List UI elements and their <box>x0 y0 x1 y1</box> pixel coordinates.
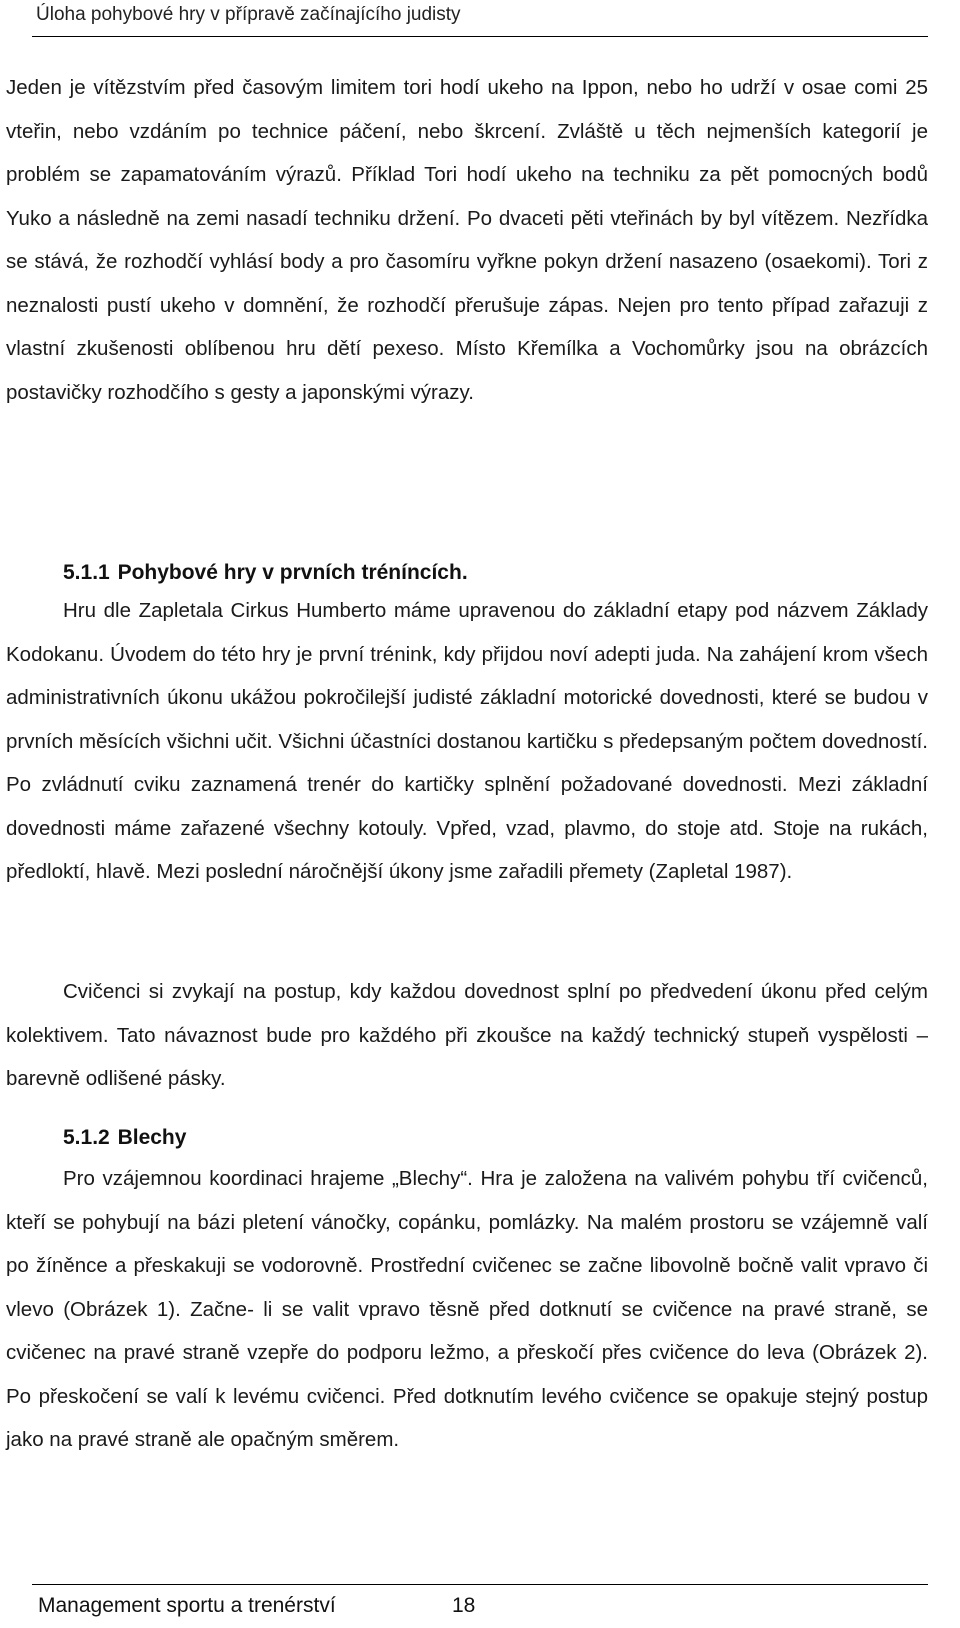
footer-divider <box>32 1584 928 1585</box>
running-header: Úloha pohybové hry v přípravě začínajícího judisty <box>36 4 461 25</box>
paragraph-intro: Jeden je vítězstvím před časovým limitem tori hodí ukeho na Ippon, nebo ho udrží v osae comi 25 vteřin, nebo vzdáním po technice páčení, nebo škrcení. Zvláště u těch nejmenších kategorií je problém se zapamatováním výrazů. Příklad Tori hodí ukeho na techniku za pět pomocných bodů Yuko a následně na zemi nasadí techniku držení. Po dvaceti pěti vteřinách by byl vítězem. Nezřídka se stává, že rozhodčí vyhlásí body a pro časomíru vyřkne pokyn držení nasazeno (osaekomi). Tori z neznalosti pustí ukeho v domnění, že rozhodčí přerušuje zápas. Nejen pro tento případ zařazuji z vlastní zkušenosti oblíbenou hru dětí pexeso. Místo Křemílka a Vochomůrky jsou na obrázcích postavičky rozhodčího s gesty a japonskými výrazy. <box>6 76 928 404</box>
section-title: Pohybové hry v prvních tréníncích. <box>117 561 468 584</box>
paragraph-first-trainings: Hru dle Zapletala Cirkus Humberto máme upravenou do základní etapy pod názvem Základy Kodokanu. Úvodem do této hry je první trénink, kdy přijdou noví adepti juda. Na zahájení krom všech administrativních úkonu ukážou pokročilejší judisté základní motorické dovednosti, které se budou v prvních měsících všichni učit. Všichni účastníci dostanou kartičku s předepsaným počtem dovedností. Po zvládnutí cviku zaznamená trenér do kartičky splnění požadované dovednosti. Mezi základní dovednosti máme zařazené všechny kotouly. Vpřed, vzad, plavmo, do stoje atd. Stoje na rukách, předloktí, hlavě. Mezi poslední náročnější úkony jsme zařadili přemety (Zapletal 1987). <box>6 599 928 883</box>
page-number: 18 <box>452 1594 476 1617</box>
section-heading-5-1-1 <box>63 560 468 586</box>
section-number: 5.1.1 <box>63 561 110 584</box>
section-heading-5-1-2 <box>63 1125 186 1151</box>
paragraph-progress: Cvičenci si zvykají na postup, kdy každou dovednost splní po předvedení úkonu před celým kolektivem. Tato návaznost bude pro každého při zkoušce na každý technický stupeň vyspělosti – barevně odlišené pásky. <box>6 980 928 1090</box>
footer-title: Management sportu a trenérství <box>38 1594 336 1617</box>
paragraph-blechy: Pro vzájemnou koordinaci hrajeme „Blechy“. Hra je založena na valivém pohybu tří cvičenců, kteří se pohybují na bázi pletení vánočky, copánku, pomlázky. Na malém prostoru se vzájemně valí po žíněnce a přeskakuji se vodorovně. Prostřední cvičenec se začne libovolně bočně valit vpravo či vlevo (Obrázek 1). Začne- li se valit vpravo těsně před dotknutí se cvičence na pravé straně, se cvičenec na pravé straně vzepře do podporu ležmo, a přeskočí přes cvičence do leva (Obrázek 2). Po přeskočení se valí k levému cvičenci. Před dotknutím levého cvičence se opakuje stejný postup jako na pravé straně ale opačným směrem. <box>6 1167 928 1451</box>
section-title: Blechy <box>117 1126 187 1149</box>
section-number: 5.1.2 <box>63 1126 110 1149</box>
header-divider <box>32 36 928 37</box>
